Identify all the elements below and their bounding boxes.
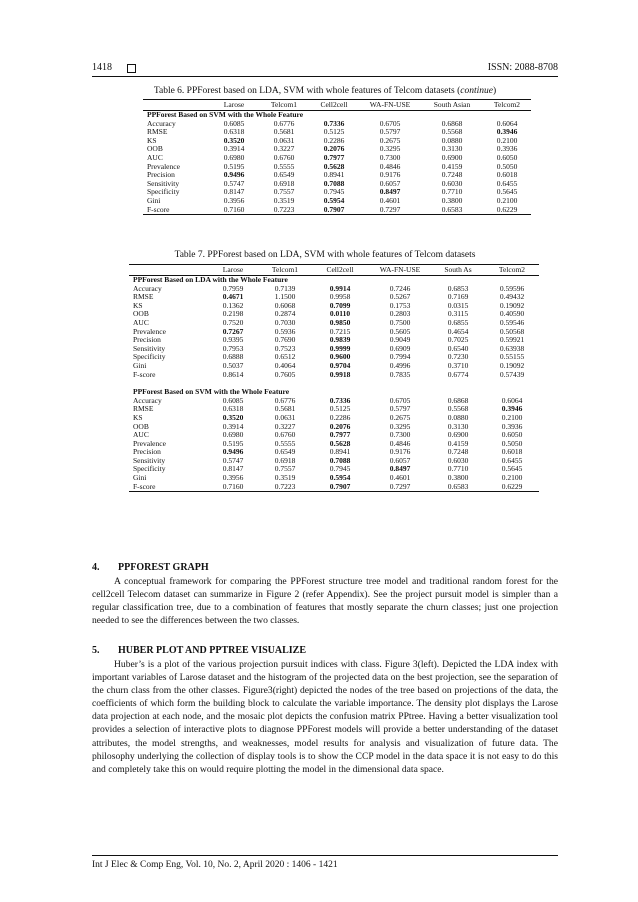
row-label: Accuracy <box>147 118 176 128</box>
table-cell: 0.5681 <box>273 127 295 137</box>
table-cell: 0.6050 <box>496 152 518 162</box>
table-cell: 0.0110 <box>329 309 351 319</box>
table-cell: 0.6980 <box>223 152 245 162</box>
table-cell: 0.6068 <box>274 300 296 310</box>
section5-number: 5. <box>92 645 100 656</box>
table-cell: 0.6018 <box>501 447 523 457</box>
table-cell: 0.6855 <box>447 317 469 327</box>
row-label: Sensitivity <box>133 455 166 465</box>
table-cell: 0.6900 <box>447 430 469 440</box>
section-label: PPForest Based on LDA with the Whole Feature <box>133 275 288 284</box>
table-cell: 0.3115 <box>447 309 469 319</box>
table-cell: 0.5050 <box>496 161 518 171</box>
table-cell: 0.3800 <box>447 473 469 483</box>
table-cell: 0.7030 <box>274 317 296 327</box>
table-cell: 0.6018 <box>496 170 518 180</box>
row-label: AUC <box>133 317 149 327</box>
table-cell: 0.6085 <box>222 395 244 405</box>
table-cell: 0.5568 <box>447 404 469 414</box>
table-cell: 0.2076 <box>323 144 345 154</box>
table-cell: 0.7945 <box>323 187 345 197</box>
table-cell: 0.6583 <box>421 206 483 215</box>
table7 <box>129 264 539 492</box>
column-header: WA-FN-USE <box>369 265 431 276</box>
row-label: Specificity <box>133 464 166 474</box>
table-cell: 0.8941 <box>329 447 351 457</box>
table-cell: 0.6064 <box>496 118 518 128</box>
table-cell: 0.3914 <box>223 144 245 154</box>
table-cell: 0.5628 <box>323 161 345 171</box>
table-cell: 0.0880 <box>447 412 469 422</box>
table-cell: 0.49432 <box>499 292 525 302</box>
table-cell: 0.55155 <box>499 352 525 362</box>
table-cell: 0.7230 <box>447 352 469 362</box>
row-label: RMSE <box>133 292 154 302</box>
table-cell: 0.59546 <box>499 317 525 327</box>
table-cell: 0.8497 <box>379 187 401 197</box>
table-cell: 0.7088 <box>323 178 345 188</box>
table-cell: 0.6980 <box>222 430 244 440</box>
table-row <box>129 371 539 380</box>
table-cell: 0.4159 <box>447 438 469 448</box>
column-header: Telcom1 <box>259 265 311 276</box>
table-row <box>129 483 539 492</box>
row-label: OOB <box>133 309 149 319</box>
row-label: KS <box>133 412 143 422</box>
table-cell: 0.7907 <box>311 483 369 492</box>
section5-title: HUBER PLOT AND PPTREE VISUALIZE <box>118 645 307 656</box>
table-cell: 0.0880 <box>441 135 463 145</box>
table6-body <box>143 111 531 215</box>
table-cell: 0.7710 <box>447 464 469 474</box>
column-header: Telcom2 <box>483 100 531 111</box>
section4-paragraph: A conceptual framework for comparing the PPForest structure tree model and traditional random forest for the cell2cell Telecom dataset can summarize in Figure 2 (refer Appendix). See the project pursuit model is simpler than a regular classification tree, due to a combination of features that mostly separate the churn classes; just one projection needed to see the differences between the two classes. <box>92 576 558 627</box>
row-label: AUC <box>133 430 149 440</box>
table-cell: 0.9176 <box>379 170 401 180</box>
table-cell: 0.4996 <box>389 360 411 370</box>
section5-heading <box>92 645 306 656</box>
table-cell: 0.7223 <box>259 206 309 215</box>
table-cell: 0.3710 <box>447 360 469 370</box>
table-cell: 0.9958 <box>329 292 351 302</box>
row-label: OOB <box>147 144 163 154</box>
row-label: KS <box>147 135 157 145</box>
table-cell: 0.6868 <box>441 118 463 128</box>
row-label: AUC <box>147 152 163 162</box>
row-label: Prevalence <box>133 326 166 336</box>
table-cell: 0.9999 <box>329 343 351 353</box>
table-cell: 0.5954 <box>323 195 345 205</box>
section5-paragraph: Huber’s is a plot of the various projection pursuit indices with class. Figure 3(left). Depicted the LDA index with important variables of Larose dataset and the histogram of the projected data on the best projection, see the separation of the churn class from the other classes. Figure3(right) depicted the nodes of the tree based on projections of the data, the coefficients of which form the building block to calculate the variable importance. The density plot displays the Larose data projection at each node, and the mosaic plot depicts the confusion matrix PPtree. Having a better visualization tool provides a selection of interactive plots to diagnose PPForest models will provide a better understanding of the dataset attributes, the model strengths, and weaknesses, model results for analysis and visualization of future data. The philosophy underlying the collection of display tools is to show the CCP model in the data space it is not easy to do this and completely take this on would require plotting the model in the dimensional data space. <box>92 659 558 775</box>
table-cell: 0.7297 <box>359 206 421 215</box>
row-label: RMSE <box>147 127 168 137</box>
table-cell: 0.3519 <box>273 195 295 205</box>
column-header <box>143 100 209 111</box>
table-cell: 0.7907 <box>309 206 359 215</box>
table-cell: 0.5797 <box>389 404 411 414</box>
row-label: Specificity <box>147 187 180 197</box>
table-cell: 0.7977 <box>323 152 345 162</box>
table-cell: 0.5050 <box>501 438 523 448</box>
row-label: Prevalence <box>147 161 180 171</box>
table-cell: 0.4846 <box>389 438 411 448</box>
table-cell: 0.4846 <box>379 161 401 171</box>
table-cell: 0.7945 <box>329 464 351 474</box>
table-cell: 0.2100 <box>496 195 518 205</box>
table-cell: 0.5568 <box>441 127 463 137</box>
table-cell: 0.4064 <box>274 360 296 370</box>
row-label: OOB <box>133 421 149 431</box>
footer-citation: Int J Elec & Comp Eng, Vol. 10, No. 2, April 2020 : 1406 - 1421 <box>92 860 338 870</box>
table-cell: 0.6776 <box>274 395 296 405</box>
table-cell: 0.8147 <box>223 187 245 197</box>
table-cell: 0.6760 <box>274 430 296 440</box>
row-label: F-score <box>143 206 209 215</box>
table-cell: 0.4671 <box>222 292 244 302</box>
table-cell: 0.6318 <box>223 127 245 137</box>
table-cell: 0.3936 <box>501 421 523 431</box>
table-cell: 0.5645 <box>501 464 523 474</box>
table6-header-row <box>143 100 531 111</box>
table-cell: 0.6050 <box>501 430 523 440</box>
column-header: WA-FN-USE <box>359 100 421 111</box>
table-cell: 0.7246 <box>389 283 411 293</box>
column-header <box>129 265 207 276</box>
table-cell: 0.5195 <box>223 161 245 171</box>
table-cell: 0.0631 <box>274 412 296 422</box>
table-cell: 0.7557 <box>273 187 295 197</box>
table-cell: 0.6549 <box>273 170 295 180</box>
table-cell: 0.7977 <box>329 430 351 440</box>
section-label: PPForest Based on SVM with the Whole Feature <box>147 110 304 119</box>
table-cell: 0.5037 <box>222 360 244 370</box>
table-cell: 0.7267 <box>222 326 244 336</box>
table-cell: 0.3130 <box>441 144 463 154</box>
table-cell: 0.5125 <box>323 127 345 137</box>
table-cell: 0.1753 <box>389 300 411 310</box>
table-cell: 0.5936 <box>274 326 296 336</box>
table-cell: 0.7025 <box>447 335 469 345</box>
table-cell: 0.6705 <box>389 395 411 405</box>
table-cell: 0.3519 <box>274 473 296 483</box>
table-cell: 0.6057 <box>379 178 401 188</box>
row-label: RMSE <box>133 404 154 414</box>
table-cell: 0.6776 <box>273 118 295 128</box>
table-cell: 0.7300 <box>379 152 401 162</box>
table-cell: 0.59921 <box>499 335 525 345</box>
table-cell: 0.7336 <box>329 395 351 405</box>
table-cell: 0.5747 <box>223 178 245 188</box>
table-cell: 0.6918 <box>274 455 296 465</box>
table-cell: 0.2803 <box>389 309 411 319</box>
column-header: Telcom1 <box>259 100 309 111</box>
row-label: Accuracy <box>133 283 162 293</box>
table-cell: 0.9850 <box>329 317 351 327</box>
header-rule <box>92 76 558 77</box>
table-cell: 0.6760 <box>273 152 295 162</box>
table-cell: 0.7557 <box>274 464 296 474</box>
table-cell: 0.9176 <box>389 447 411 457</box>
table-cell: 0.2286 <box>323 135 345 145</box>
footer-rule <box>92 855 558 856</box>
row-label: Specificity <box>133 352 166 362</box>
table-cell: 0.7710 <box>441 187 463 197</box>
table-cell: 0.1362 <box>222 300 244 310</box>
page-header <box>92 62 558 76</box>
row-label: F-score <box>129 483 207 492</box>
table-cell: 0.19092 <box>499 360 525 370</box>
table-cell: 0.6583 <box>431 483 485 492</box>
row-label: Prevalence <box>133 438 166 448</box>
table-cell: 0.7523 <box>274 343 296 353</box>
table-cell: 0.6455 <box>496 178 518 188</box>
table-cell: 0.2286 <box>329 412 351 422</box>
table-cell: 0.6549 <box>274 447 296 457</box>
table-cell: 0.7994 <box>389 352 411 362</box>
table-cell: 0.6057 <box>389 455 411 465</box>
table-cell: 0.3130 <box>447 421 469 431</box>
row-label: Gini <box>147 195 161 205</box>
table-cell: 0.7248 <box>441 170 463 180</box>
table-cell: 0.6030 <box>441 178 463 188</box>
table-cell: 0.9600 <box>329 352 351 362</box>
table-cell: 0.7300 <box>389 430 411 440</box>
table-cell: 0.6229 <box>483 206 531 215</box>
table7-header-row <box>129 265 539 276</box>
table-cell: 0.9395 <box>222 335 244 345</box>
table-cell: 0.7520 <box>222 317 244 327</box>
column-header: Larose <box>209 100 259 111</box>
table-cell: 0.7099 <box>329 300 351 310</box>
table-cell: 0.7835 <box>389 369 411 379</box>
table-cell: 0.7605 <box>274 369 296 379</box>
table-cell: 0.3520 <box>223 135 245 145</box>
table-cell: 0.5797 <box>379 127 401 137</box>
table-cell: 0.3295 <box>389 421 411 431</box>
table-cell: 0.40590 <box>499 309 525 319</box>
table-cell: 0.6030 <box>447 455 469 465</box>
table-cell: 0.9918 <box>329 369 351 379</box>
table-cell: 0.8147 <box>222 464 244 474</box>
table6 <box>143 99 531 215</box>
table-cell: 0.5555 <box>273 161 295 171</box>
table-cell: 0.6909 <box>389 343 411 353</box>
table7-body <box>129 276 539 492</box>
table-cell: 0.6705 <box>379 118 401 128</box>
table-cell: 0.5267 <box>389 292 411 302</box>
column-header: South As <box>431 265 485 276</box>
table-cell: 0.7500 <box>389 317 411 327</box>
column-header: Telcom2 <box>485 265 539 276</box>
table-cell: 0.5628 <box>329 438 351 448</box>
table-cell: 0.7248 <box>447 447 469 457</box>
table-row <box>143 206 531 215</box>
row-label: KS <box>133 300 143 310</box>
table-cell: 0.2198 <box>222 309 244 319</box>
table-cell: 0.6318 <box>222 404 244 414</box>
column-header: South Asian <box>421 100 483 111</box>
table-cell: 0.7959 <box>222 283 244 293</box>
table-cell: 0.3946 <box>501 404 523 414</box>
column-header: Cell2cell <box>309 100 359 111</box>
table-cell: 0.7169 <box>447 292 469 302</box>
table-cell: 0.2874 <box>274 309 296 319</box>
section4-heading <box>92 562 209 573</box>
table-cell: 0.6512 <box>274 352 296 362</box>
section-label: PPForest Based on SVM with the Whole Feature <box>133 387 290 397</box>
table-cell: 0.9049 <box>389 335 411 345</box>
issn: ISSN: 2088-8708 <box>487 62 558 73</box>
table-cell: 0.0631 <box>273 135 295 145</box>
table-cell: 0.7690 <box>274 335 296 345</box>
row-label: Sensitivity <box>147 178 180 188</box>
table-cell: 0.5125 <box>329 404 351 414</box>
row-label: Sensitivity <box>133 343 166 353</box>
table-cell: 0.3956 <box>222 473 244 483</box>
table-cell: 0.5681 <box>274 404 296 414</box>
table-cell: 0.6455 <box>501 455 523 465</box>
table-cell: 0.7223 <box>259 483 311 492</box>
table-cell: 0.3914 <box>222 421 244 431</box>
table-cell: 1.1500 <box>274 292 296 302</box>
table-cell: 0.8941 <box>323 170 345 180</box>
table-cell: 0.6064 <box>501 395 523 405</box>
table-cell: 0.2675 <box>379 135 401 145</box>
table-cell: 0.8497 <box>389 464 411 474</box>
row-label: Precision <box>147 170 175 180</box>
table-cell: 0.59596 <box>499 283 525 293</box>
table-cell: 0.3227 <box>274 421 296 431</box>
table-cell: 0.3227 <box>273 144 295 154</box>
table-cell: 0.7297 <box>369 483 431 492</box>
table-cell: 0.6853 <box>447 283 469 293</box>
table-cell: 0.3956 <box>223 195 245 205</box>
table-cell: 0.9839 <box>329 335 351 345</box>
table-cell: 0.9496 <box>222 447 244 457</box>
table-cell: 0.0315 <box>447 300 469 310</box>
square-bullet-icon <box>127 64 136 73</box>
table-cell: 0.7139 <box>274 283 296 293</box>
table-cell: 0.3520 <box>222 412 244 422</box>
table-cell: 0.57439 <box>499 369 525 379</box>
column-header: Larose <box>207 265 259 276</box>
table-cell: 0.6229 <box>485 483 539 492</box>
table-cell: 0.6868 <box>447 395 469 405</box>
table-cell: 0.2675 <box>389 412 411 422</box>
section4-title: PPFOREST GRAPH <box>118 562 209 573</box>
table-cell: 0.2100 <box>501 412 523 422</box>
row-label: Precision <box>133 335 161 345</box>
table-cell: 0.7088 <box>329 455 351 465</box>
table-cell: 0.6888 <box>222 352 244 362</box>
table-cell: 0.6774 <box>447 369 469 379</box>
table-cell: 0.9914 <box>329 283 351 293</box>
table-cell: 0.5555 <box>274 438 296 448</box>
table-cell: 0.7953 <box>222 343 244 353</box>
table-cell: 0.4601 <box>389 473 411 483</box>
table-cell: 0.3295 <box>379 144 401 154</box>
table-cell: 0.5195 <box>222 438 244 448</box>
table-cell: 0.7215 <box>329 326 351 336</box>
table-cell: 0.5954 <box>329 473 351 483</box>
table-cell: 0.5747 <box>222 455 244 465</box>
page-number: 1418 <box>92 62 112 73</box>
row-label: Precision <box>133 447 161 457</box>
table-cell: 0.2076 <box>329 421 351 431</box>
table-cell: 0.19092 <box>499 300 525 310</box>
table-cell: 0.4601 <box>379 195 401 205</box>
table-cell: 0.9496 <box>223 170 245 180</box>
table-cell: 0.4159 <box>441 161 463 171</box>
table-cell: 0.4654 <box>447 326 469 336</box>
table-cell: 0.5645 <box>496 187 518 197</box>
row-label: F-score <box>133 369 156 379</box>
table-cell: 0.50568 <box>499 326 525 336</box>
table-cell: 0.7336 <box>323 118 345 128</box>
table-cell: 0.63938 <box>499 343 525 353</box>
table-cell: 0.3800 <box>441 195 463 205</box>
table-cell: 0.3946 <box>496 127 518 137</box>
table6-caption-italic: continue <box>460 86 493 96</box>
table-cell: 0.6085 <box>223 118 245 128</box>
table-cell: 0.3936 <box>496 144 518 154</box>
row-label: Gini <box>133 473 147 483</box>
table-cell: 0.5605 <box>389 326 411 336</box>
section4-number: 4. <box>92 562 100 573</box>
table6-caption: Table 6. PPForest based on LDA, SVM with whole features of Telcom datasets (continue) <box>153 86 497 96</box>
table-cell: 0.9704 <box>329 360 351 370</box>
table-cell: 0.7160 <box>207 483 259 492</box>
table-cell: 0.6918 <box>273 178 295 188</box>
row-label: Gini <box>133 360 147 370</box>
table-cell: 0.2100 <box>496 135 518 145</box>
table-cell: 0.2100 <box>501 473 523 483</box>
row-label: Accuracy <box>133 395 162 405</box>
table-cell: 0.7160 <box>209 206 259 215</box>
table-cell: 0.6540 <box>447 343 469 353</box>
column-header: Cell2cell <box>311 265 369 276</box>
table-cell: 0.8614 <box>222 369 244 379</box>
table7-caption: Table 7. PPForest based on LDA, SVM with whole features of Telcom datasets <box>174 250 476 260</box>
table-cell: 0.6900 <box>441 152 463 162</box>
